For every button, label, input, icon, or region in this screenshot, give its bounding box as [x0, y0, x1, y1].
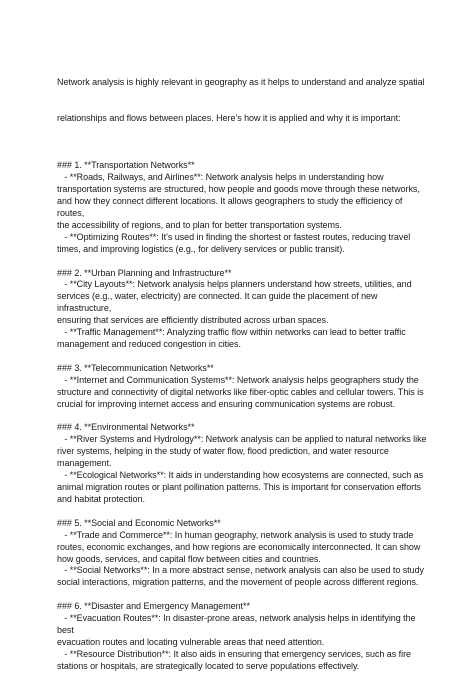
- section-telecommunication-networks: [57, 363, 429, 411]
- section-line: management and reduced congestion in cities.: [57, 338, 241, 349]
- section-line: times, and improving logistics (e.g., for delivery services or public transit).: [57, 243, 345, 254]
- section-line: - **Roads, Railways, and Airlines**: Network analysis helps in understanding how: [57, 172, 384, 183]
- section-heading: ### 6. **Disaster and Emergency Management**: [57, 601, 250, 612]
- document-page: [57, 53, 429, 685]
- section-line: how goods, services, and capital flow between cities and countries.: [57, 553, 321, 564]
- section-environmental-networks: [57, 422, 429, 505]
- section-line: - **Traffic Management**: Analyzing traffic flow within networks can lead to better traffic: [57, 327, 406, 338]
- section-heading: ### 3. **Telecommunication Networks**: [57, 362, 214, 373]
- section-line: - **Resource Distribution**: It also aids in ensuring that emergency services, such as fire: [57, 648, 411, 659]
- section-line: - **Ecological Networks**: It aids in understanding how ecosystems are connected, such as: [57, 470, 424, 481]
- section-line: - **Social Networks**: In a more abstract sense, network analysis can also be used to study: [57, 565, 424, 576]
- section-line: and how they connect different locations. It allows geographers to study the efficiency of routes,: [57, 195, 405, 218]
- section-line: river systems, helping in the study of water flow, flood prediction, and water resource: [57, 446, 389, 457]
- section-line: social interactions, migration patterns, and the movement of people across different regions.: [57, 577, 419, 588]
- section-heading: ### 4. **Environmental Networks**: [57, 422, 195, 433]
- section-transportation-networks: [57, 160, 429, 255]
- section-line: transportation systems are structured, how people and goods move through these networks,: [57, 184, 420, 195]
- section-line: structure and connectivity of digital networks like fiber-optic cables and cellular towers. This is: [57, 386, 424, 397]
- section-line: - **Trade and Commerce**: In human geography, network analysis is used to study trade: [57, 529, 414, 540]
- section-line: evacuation routes and locating vulnerable areas that need attention.: [57, 636, 325, 647]
- section-line: the accessibility of regions, and to plan for better transportation systems.: [57, 219, 342, 230]
- section-line: management.: [57, 458, 112, 469]
- section-line: services (e.g., water, electricity) are connected. It can guide the placement of new infrastructure,: [57, 291, 380, 314]
- intro-line: Network analysis is highly relevant in geography as it helps to understand and analyze spatial: [57, 76, 425, 87]
- section-heading: ### 1. **Transportation Networks**: [57, 160, 195, 171]
- section-line: crucial for improving internet access and ensuring communication systems are robust.: [57, 398, 395, 409]
- section-social-economic-networks: [57, 518, 429, 589]
- section-line: - **River Systems and Hydrology**: Network analysis can be applied to natural networks like: [57, 434, 427, 445]
- section-disaster-management: [57, 601, 429, 672]
- intro-paragraph: [57, 53, 429, 148]
- section-line: - **Optimizing Routes**: It’s used in finding the shortest or fastest routes, reducing travel: [57, 231, 411, 242]
- section-line: animal migration routes or plant pollination patterns. This is important for conservation efforts: [57, 482, 422, 492]
- intro-line: relationships and flows between places. Here’s how it is applied and why it is important:: [57, 112, 401, 123]
- section-line: - **Evacuation Routes**: In disaster-prone areas, network analysis helps in identifying the best: [57, 613, 418, 636]
- section-line: routes, economic exchanges, and how regions are economically interconnected. It can show: [57, 541, 421, 552]
- section-line: stations or hospitals, are strategically located to serve populations effectively.: [57, 660, 360, 671]
- section-heading: ### 2. **Urban Planning and Infrastructure**: [57, 267, 232, 278]
- section-line: - **City Layouts**: Network analysis helps planners understand how streets, utilities, and: [57, 279, 412, 290]
- section-line: ensuring that services are efficiently distributed across urban spaces.: [57, 315, 329, 326]
- section-heading: ### 5. **Social and Economic Networks**: [57, 517, 221, 528]
- section-urban-planning: [57, 268, 429, 351]
- section-line: - **Internet and Communication Systems**: Network analysis helps geographers study the: [57, 374, 419, 385]
- section-line: and habitat protection.: [57, 493, 145, 504]
